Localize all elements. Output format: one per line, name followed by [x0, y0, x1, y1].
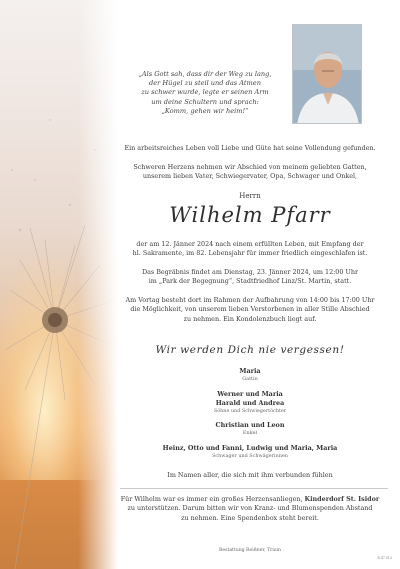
mourner-role: Söhne und Schwiegertöchter [213, 408, 287, 414]
poem-line: „Als Gott sah, dass dir der Weg zu lang, [138, 70, 272, 78]
mourner-group-2 [110, 390, 390, 415]
motto: Wir werden Dich nie vergessen! [155, 344, 345, 356]
intro-text: Ein arbeitsreiches Leben voll Liebe und Güte hat seine Vollendung gefunden. [124, 144, 376, 152]
salutation: Herrn [239, 192, 261, 200]
mourner-name: Maria [239, 367, 261, 375]
deceased-name: Wilhelm Pfarr [169, 203, 331, 227]
mourner-role: Schwager und Schwägerinnen [212, 453, 288, 459]
death-info: der am 12. Jänner 2024 nach einem erfüllten Leben, mit Empfang der hl. Sakramente, im 82. Lebensjahr für immer friedlich eingeschlafen ist. [132, 240, 368, 258]
mourner-group-3 [110, 421, 390, 437]
mourner-group-4 [110, 444, 390, 460]
poem-line: zu schwer wurde, legte er seinen Arm [141, 88, 269, 97]
poem [120, 70, 290, 116]
mourner-name: Werner und Maria [217, 390, 283, 398]
wake-info: Am Vortag besteht dort im Rahmen der Aufbahrung von 14:00 bis 17:00 Uhr die Möglichkeit, von unserem lieben Verstorbenen in aller Stille Abschied zu nehmen. Ein Kondolenzbuch liegt auf. [125, 296, 375, 323]
divider [120, 488, 388, 489]
poem-line: der Hügel zu steil und das Atmen [149, 79, 261, 88]
mourner-group-1 [110, 367, 390, 383]
mourner-role: Gattin [242, 376, 258, 382]
portrait-photo [292, 24, 362, 124]
donation-text: Für Wilhelm war es immer ein großes Herzensanliegen, Kinderdorf St. Isidor zu unterstützen. Darum bitten wir von Kranz- und Blumenspenden Abstand zu nehmen. Eine Spendenbox steht bereit. [120, 495, 380, 522]
dandelion-photo [0, 0, 118, 569]
funeral-info: Das Begräbnis findet am Dienstag, 23. Jänner 2024, um 12:00 Uhr im „Park der Begegnung“, Stadtfriedhof Linz/St. Martin, statt. [141, 268, 359, 286]
all-others-text: Im Namen aller, die sich mit ihm verbunden fühlen [167, 471, 333, 479]
charity-name: Kinderdorf St. Isidor [304, 495, 380, 503]
mourner-name: Heinz, Otto und Fanni, Ludwig und Maria, Maria [162, 444, 338, 452]
portrait-image [293, 25, 362, 124]
mourner-role: Enkel [242, 430, 258, 436]
document-code: R.47.013 [377, 556, 392, 560]
poem-line: um deine Schultern und sprach: [151, 97, 259, 106]
farewell-text: Schweren Herzens nehmen wir Abschied von meinem geliebten Gatten, unserem lieben Vater, Schwiegervater, Opa, Schwager und Onkel, [133, 163, 367, 181]
mourner-name: Harald und Andrea [215, 399, 285, 407]
mourner-name: Christian und Leon [215, 421, 285, 429]
undertaker-credit: Bestattung Reißner, Traun [219, 548, 281, 553]
poem-line: „Komm, gehen wir heim!“ [161, 106, 249, 115]
